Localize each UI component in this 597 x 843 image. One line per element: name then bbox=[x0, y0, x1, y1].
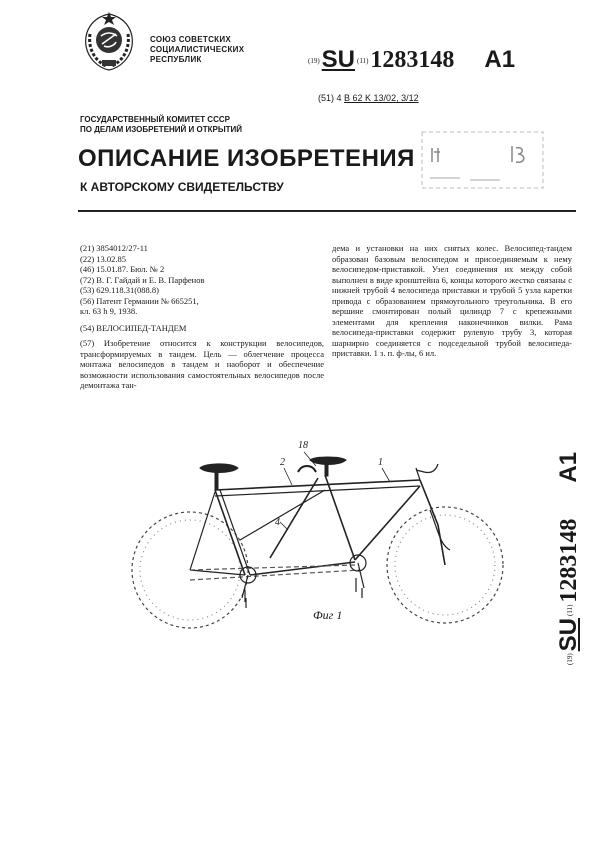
committee-line-2: ПО ДЕЛАМ ИЗОБРЕТЕНИЙ И ОТКРЫТИЙ bbox=[80, 125, 243, 134]
meta-line: (22) 13.02.85 bbox=[80, 253, 127, 264]
label-1: 1 bbox=[378, 457, 383, 468]
committee-line-1: ГОСУДАРСТВЕННЫЙ КОМИТЕТ СССР bbox=[80, 115, 230, 124]
country-code: SU bbox=[321, 46, 356, 73]
header-divider bbox=[78, 210, 576, 212]
org-line-1: СОЮЗ СОВЕТСКИХ bbox=[150, 35, 232, 44]
meta-line: (46) 15.01.87. Бюл. № 2 bbox=[80, 264, 165, 274]
meta-line: (72) В. Г. Гайдай и Е. В. Парфенов bbox=[80, 274, 205, 285]
ipc-code-label: (51) 4 bbox=[318, 93, 342, 103]
committee-name bbox=[80, 115, 242, 135]
vertical-document-number bbox=[545, 405, 585, 675]
meta-line: (53) 629.118.31(088.8) bbox=[80, 285, 160, 295]
abstract-column-2: дема и установки на них снятых колес. Велосипед-тандем образован базовым велосипедом и присоединяемым к нему велосипедом-приставкой. Узел соединения их между собой выполнен в виде кронштейна 6, концы которого жестко связаны с нижней трубой 4 велосипеда приставки и трубой 5 узла каретки привода с образованием прямоугольного треугольника. В его вершине смонтирован полый цилиндр 7 с крепежными элементами для крепления наконечников вилки. Рама велосипеда-приставки содержит рулевую трубу 3, которая шарнирно соединяется с подседельной трубой велосипеда-приставки. 1 з. п. ф-лы, 6 ил. bbox=[332, 243, 572, 358]
vertical-patent-number: 1283148 bbox=[556, 518, 582, 603]
organization-name bbox=[150, 35, 244, 65]
abstract-column-1: (57) Изобретение относится к конструкции велосипедов, трансформируемых в тандем. Цель — облегчение процесса монтажа велосипедов в тандем и наоборот и обеспечение возможности использования самостоятельных велосипедов после демонтажа тан- bbox=[80, 338, 324, 390]
ussr-emblem bbox=[76, 8, 142, 74]
code-11: (11) bbox=[357, 57, 369, 66]
kind-code: A1 bbox=[484, 46, 516, 73]
ipc-value: B 62 K 13/02, 3/12 bbox=[344, 93, 419, 103]
ipc-classification bbox=[318, 93, 419, 103]
figure-caption: Фиг 1 bbox=[313, 608, 343, 622]
org-line-3: РЕСПУБЛИК bbox=[150, 55, 202, 64]
label-18: 18 bbox=[298, 440, 308, 451]
document-subtitle: К АВТОРСКОМУ СВИДЕТЕЛЬСТВУ bbox=[80, 180, 284, 194]
org-line-2: СОЦИАЛИСТИЧЕСКИХ bbox=[150, 45, 245, 54]
meta-line: кл. 63 h 9, 1938. bbox=[80, 306, 138, 316]
document-number bbox=[306, 46, 515, 74]
vertical-code-11: (11) bbox=[566, 604, 575, 616]
code-19: (19) bbox=[308, 57, 320, 66]
document-title: ОПИСАНИЕ ИЗОБРЕТЕНИЯ bbox=[78, 145, 415, 172]
meta-line: (21) 3854012/27-11 bbox=[80, 243, 148, 253]
patent-number: 1283148 bbox=[370, 47, 455, 73]
library-stamp bbox=[420, 130, 545, 190]
meta-line: (56) Патент Германии № 665251, bbox=[80, 295, 199, 306]
label-4: 4 bbox=[275, 517, 280, 528]
vertical-country-code: SU bbox=[555, 617, 582, 652]
tandem-bicycle-figure bbox=[120, 430, 520, 630]
vertical-code-19: (19) bbox=[566, 653, 575, 665]
label-2: 2 bbox=[280, 457, 285, 468]
bibliographic-data bbox=[80, 243, 328, 333]
invention-title: (54) ВЕЛОСИПЕД-ТАНДЕМ bbox=[80, 322, 187, 333]
vertical-kind-code: A1 bbox=[555, 451, 582, 483]
